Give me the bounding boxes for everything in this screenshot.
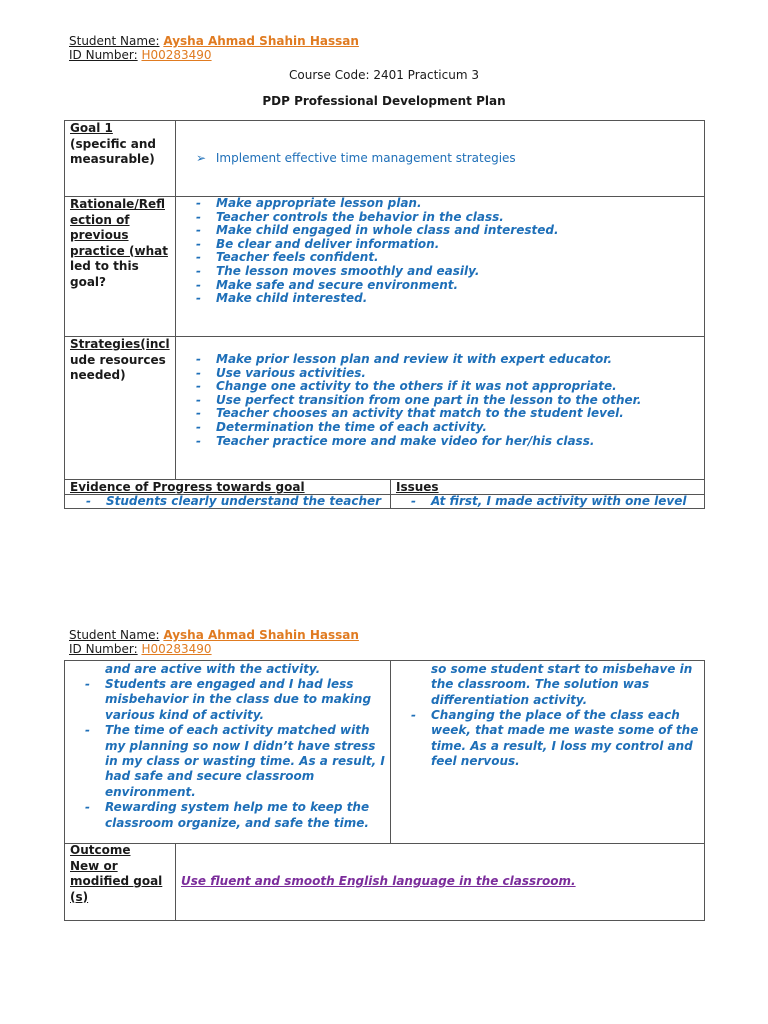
list-item: - Be clear and deliver information. xyxy=(196,238,559,252)
id-number-label: ID Number: xyxy=(69,642,138,656)
list-item: - Use various activities. xyxy=(196,367,641,381)
id-number-line-2 xyxy=(69,642,212,656)
student-name-line-2 xyxy=(69,628,359,642)
list-item: - Make child engaged in whole class and interested. xyxy=(196,224,559,238)
student-name-value: Aysha Ahmad Shahin Hassan xyxy=(163,34,359,48)
pdp-table xyxy=(64,120,705,509)
evidence-list xyxy=(85,677,385,831)
rationale-label: Rationale/Refl ection of previous practice (what led to this goal? xyxy=(70,197,168,289)
course-line: Course Code: 2401 Practicum 3 xyxy=(289,68,479,82)
rationale-list xyxy=(196,197,559,306)
list-item: - Teacher controls the behavior in the class. xyxy=(196,211,559,225)
student-name-line xyxy=(69,34,359,48)
list-item: - Use perfect transition from one part in the lesson to the other. xyxy=(196,394,641,408)
list-item: - Make safe and secure environment. xyxy=(196,279,559,293)
student-name-label: Student Name: xyxy=(69,34,160,48)
list-item: - At first, I made activity with one level xyxy=(411,495,687,509)
list-item: - Changing the place of the class each week, that made me waste some of the time. As a result, I loss my control and feel nervous. xyxy=(411,708,701,770)
list-item: - Teacher chooses an activity that match to the student level. xyxy=(196,407,641,421)
evidence-list-start xyxy=(86,495,381,509)
issues-list-start xyxy=(411,495,687,509)
id-number-label: ID Number: xyxy=(69,48,138,62)
goal-text: ➢ Implement effective time management strategies xyxy=(196,151,516,165)
student-name-value: Aysha Ahmad Shahin Hassan xyxy=(163,628,359,642)
outcome-label: Outcome New or modified goal (s) xyxy=(70,843,163,904)
goal-label: Goal 1 (specific and measurable) xyxy=(70,121,156,166)
outcome-goal-text: Use fluent and smooth English language in the classroom. xyxy=(181,874,576,888)
evidence-header: Evidence of Progress towards goal xyxy=(70,480,305,494)
list-item: - Determination the time of each activity. xyxy=(196,421,641,435)
list-item: - Students clearly understand the teacher xyxy=(86,495,381,509)
list-item: - The lesson moves smoothly and easily. xyxy=(196,265,559,279)
list-item: - Change one activity to the others if it was not appropriate. xyxy=(196,380,641,394)
list-item: - Teacher practice more and make video for her/his class. xyxy=(196,435,641,449)
strategies-list xyxy=(196,353,641,448)
strategies-label: Strategies(incl ude resources needed) xyxy=(70,337,170,382)
id-number-value: H00283490 xyxy=(141,642,212,656)
list-item: - Teacher feels confident. xyxy=(196,251,559,265)
arrow-bullet-icon: ➢ xyxy=(196,151,207,165)
id-number-line xyxy=(69,48,212,62)
page-title: PDP Professional Development Plan xyxy=(262,94,506,108)
list-item: - Rewarding system help me to keep the classroom organize, and safe the time. xyxy=(85,800,385,831)
evidence-continued-text: and are active with the activity. xyxy=(105,662,321,676)
student-name-label: Student Name: xyxy=(69,628,160,642)
list-item: - Make appropriate lesson plan. xyxy=(196,197,559,211)
id-number-value: H00283490 xyxy=(141,48,212,62)
list-item: - Make prior lesson plan and review it with expert educator. xyxy=(196,353,641,367)
issues-continued-text: so some student start to misbehave in the classroom. The solution was differentiation activity. xyxy=(431,662,693,707)
list-item: - The time of each activity matched with my planning so now I didn’t have stress in my class or wasting time. As a result, I had safe and secure classroom environment. xyxy=(85,723,385,800)
issues-header: Issues xyxy=(396,480,439,494)
list-item: - Make child interested. xyxy=(196,292,559,306)
list-item: - Students are engaged and I had less misbehavior in the class due to making various kind of activity. xyxy=(85,677,385,723)
issues-list xyxy=(411,708,701,770)
